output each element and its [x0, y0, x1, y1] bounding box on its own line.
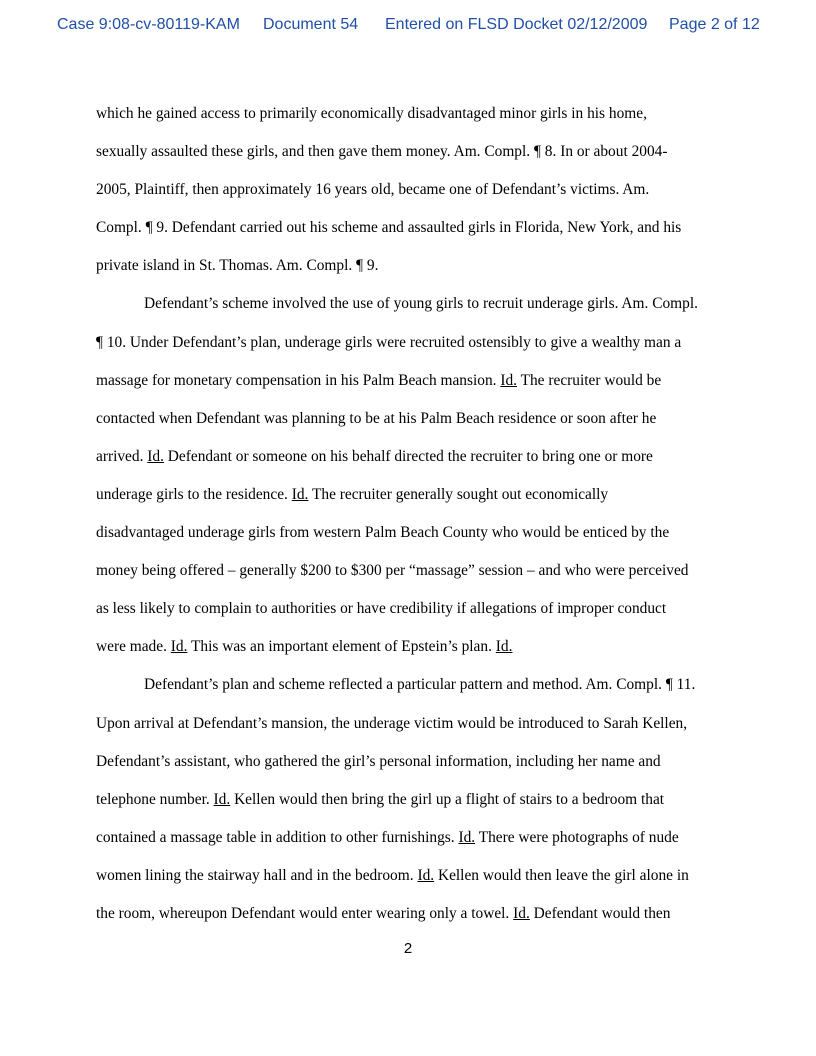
text-line: [96, 400, 724, 438]
text-segment: Kellen would then leave the girl alone in: [434, 866, 689, 884]
text-segment: Defendant’s assistant, who gathered the girl’s personal information, including her name and: [96, 752, 661, 770]
text-line: [96, 514, 724, 552]
text-segment: money being offered – generally $200 to $300 per “massage” session – and who were perceived: [96, 562, 689, 580]
text-segment: Defendant would then: [529, 904, 671, 922]
page-number: 2: [403, 940, 413, 957]
text-segment: The recruiter generally sought out economically: [308, 485, 609, 503]
text-segment: the room, whereupon Defendant would enter wearing only a towel.: [96, 904, 514, 922]
text-line: [96, 247, 724, 285]
text-segment: contained a massage table in addition to other furnishings.: [96, 828, 459, 846]
text-line: [96, 628, 724, 666]
text-line: [96, 171, 724, 209]
text-line: [96, 476, 724, 514]
citation-id: Id.: [170, 638, 188, 656]
text-line: [96, 438, 724, 476]
docket-entry-date: Entered on FLSD Docket 02/12/2009: [385, 16, 648, 33]
text-line: [96, 781, 724, 819]
text-segment: arrived.: [96, 447, 148, 465]
citation-id: Id.: [513, 904, 530, 922]
text-line: [96, 209, 724, 247]
text-segment: Defendant or someone on his behalf directed the recruiter to bring one or more: [163, 447, 653, 465]
docket-header: [0, 16, 816, 40]
text-line: [96, 95, 724, 133]
text-segment: women lining the stairway hall and in the bedroom.: [96, 866, 418, 884]
text-segment: contacted when Defendant was planning to be at his Palm Beach residence or soon after he: [96, 409, 657, 427]
text-segment: 2005, Plaintiff, then approximately 16 years old, became one of Defendant’s victims. Am.: [96, 181, 650, 199]
citation-id: Id.: [458, 828, 476, 846]
text-line: [96, 362, 724, 400]
text-segment: telephone number.: [96, 790, 214, 808]
text-line: [96, 705, 724, 743]
text-line: [96, 285, 724, 323]
citation-id: Id.: [417, 866, 435, 884]
text-line: [96, 590, 724, 628]
citation-id: Id.: [213, 790, 231, 808]
citation-id: Id.: [147, 447, 164, 465]
text-segment: which he gained access to primarily economically disadvantaged minor girls in his home,: [96, 105, 647, 122]
text-line: [96, 324, 724, 362]
text-segment: underage girls to the residence.: [96, 485, 292, 503]
text-line: [96, 895, 724, 933]
text-segment: sexually assaulted these girls, and then gave them money. Am. Compl. ¶ 8. In or about 2004-: [96, 143, 668, 161]
document-number: Document 54: [263, 16, 359, 33]
text-segment: There were photographs of nude: [475, 828, 679, 846]
citation-id: Id.: [500, 371, 518, 389]
text-line: [96, 666, 724, 704]
text-segment: disadvantaged underage girls from western Palm Beach County who would be enticed by the: [96, 524, 670, 542]
document-body: [96, 95, 724, 933]
text-segment: Defendant’s scheme involved the use of young girls to recruit underage girls. Am. Compl.: [144, 295, 698, 313]
text-segment: were made.: [96, 638, 171, 656]
text-segment: private island in St. Thomas. Am. Compl. ¶ 9.: [96, 257, 379, 275]
text-segment: Upon arrival at Defendant’s mansion, the underage victim would be introduced to Sarah Kellen,: [96, 714, 688, 732]
text-segment: Kellen would then bring the girl up a flight of stairs to a bedroom that: [230, 790, 665, 808]
text-segment: massage for monetary compensation in his Palm Beach mansion.: [96, 371, 501, 389]
text-line: [96, 552, 724, 590]
text-segment: as less likely to complain to authorities or have credibility if allegations of improper conduct: [96, 600, 667, 618]
text-segment: Defendant’s plan and scheme reflected a particular pattern and method. Am. Compl. ¶ 11.: [144, 676, 696, 694]
page-count: Page 2 of 12: [669, 16, 760, 33]
text-line: [96, 133, 724, 171]
text-line: [96, 819, 724, 857]
text-segment: ¶ 10. Under Defendant’s plan, underage girls were recruited ostensibly to give a wealthy man a: [96, 333, 682, 351]
text-line: [96, 857, 724, 895]
text-line: [96, 743, 724, 781]
text-segment: Compl. ¶ 9. Defendant carried out his scheme and assaulted girls in Florida, New York, and his: [96, 219, 682, 237]
citation-id: Id.: [291, 485, 309, 503]
text-segment: This was an important element of Epstein’s plan.: [187, 638, 496, 656]
citation-id: Id.: [495, 638, 513, 656]
text-segment: The recruiter would be: [517, 371, 662, 389]
case-number: Case 9:08-cv-80119-KAM: [57, 16, 240, 33]
